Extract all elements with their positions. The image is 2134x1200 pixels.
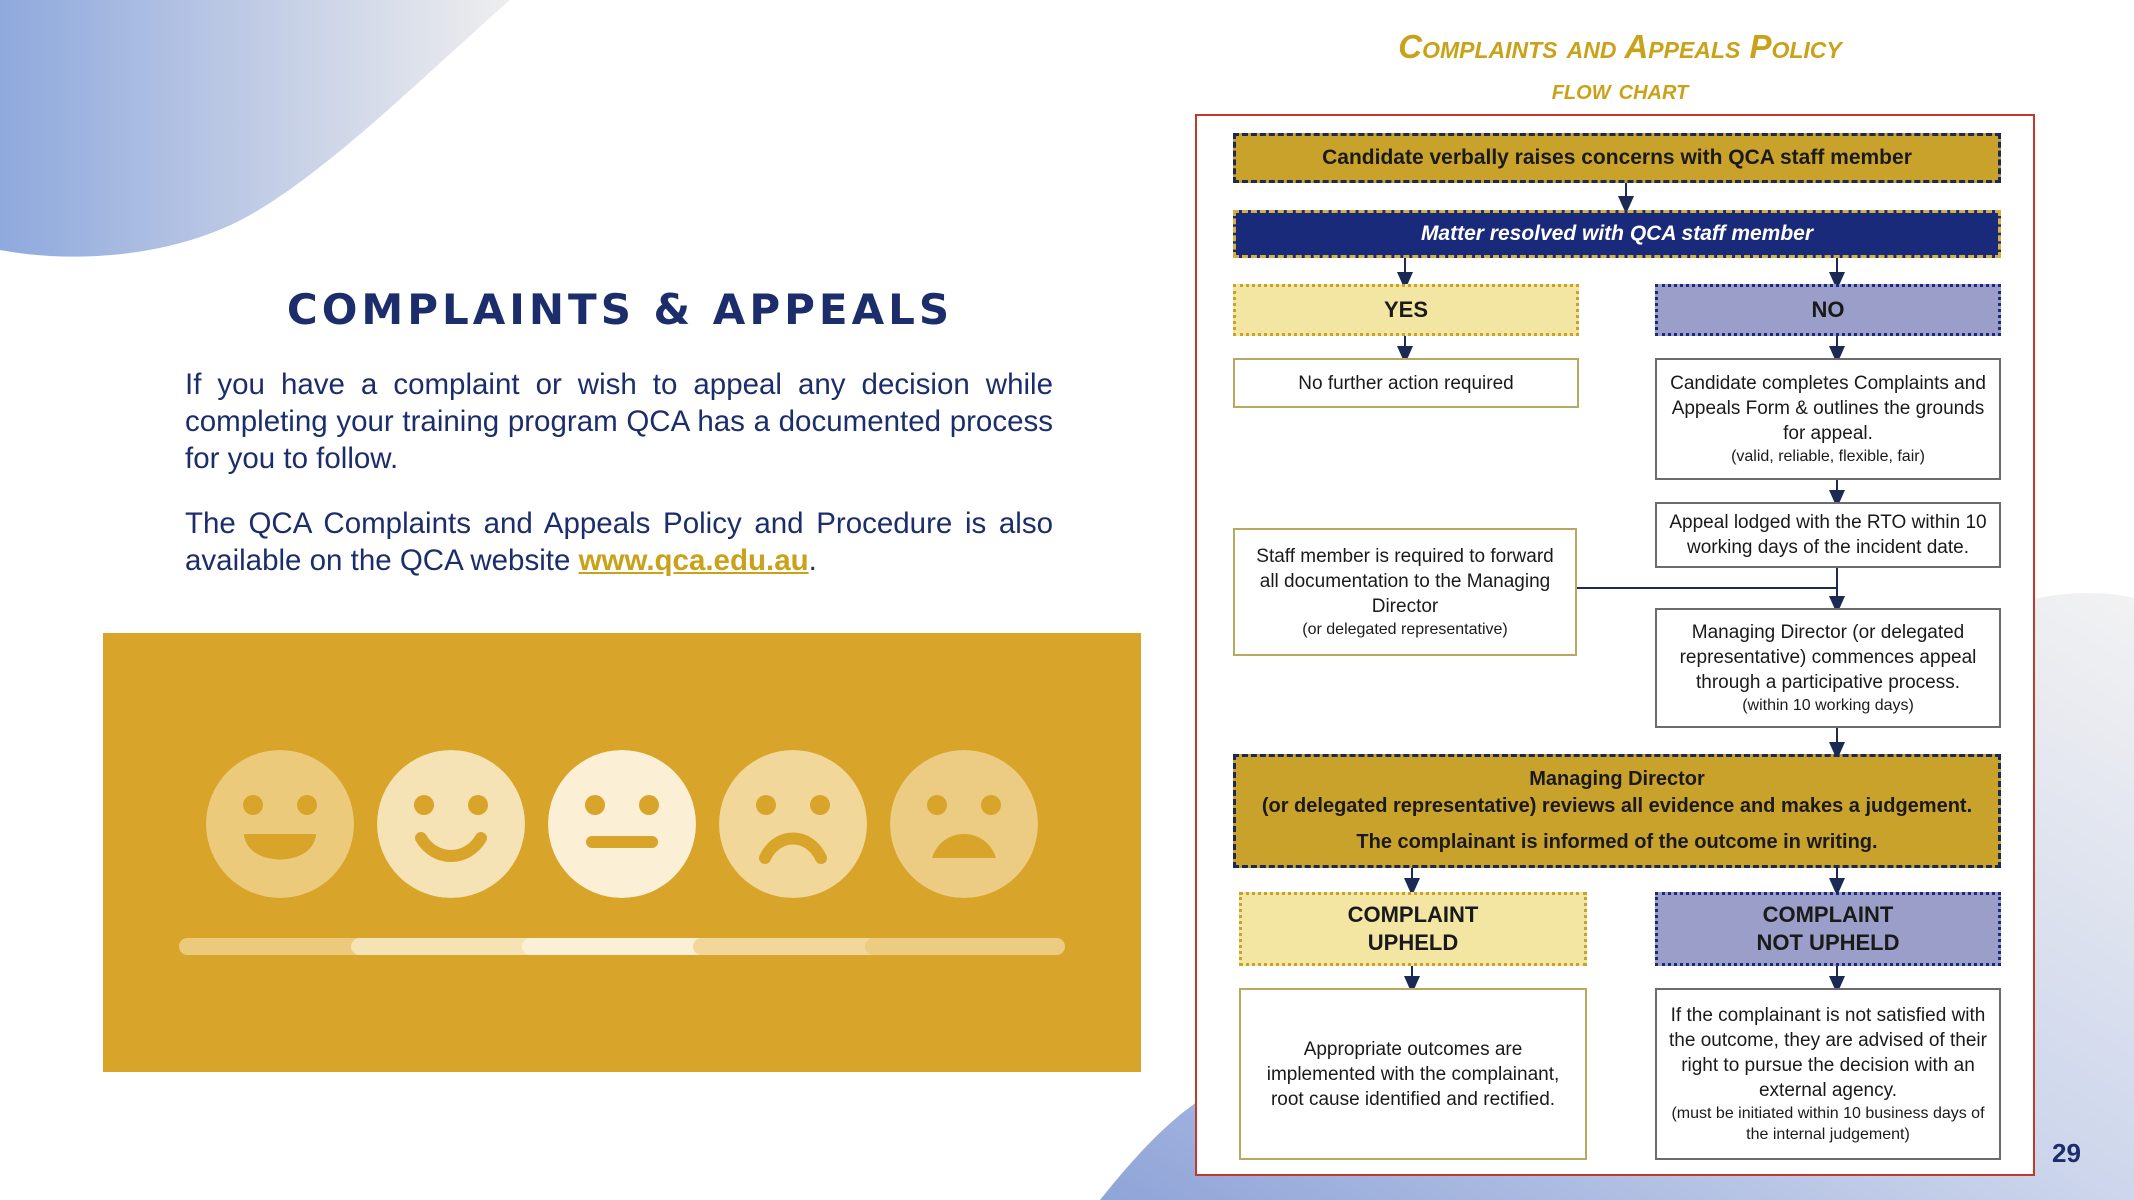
staff-forward-text: Staff member is required to forward all documentation to the Managing Director: [1256, 546, 1554, 617]
complaint-upheld: [1239, 892, 1587, 966]
no-complete-form-note: (valid, reliable, flexible, fair): [1731, 448, 1925, 465]
intro-paragraph: If you have a complaint or wish to appeal any decision while completing your training program QCA has a documented process for you to follow.: [185, 368, 1053, 475]
neutral-face-icon: [548, 750, 696, 898]
smiling-face-icon: [377, 750, 525, 898]
md-commences-text: Managing Director (or delegated representative) commences appeal through a participative process.: [1679, 622, 1977, 693]
staff-forward-note: (or delegated representative): [1302, 621, 1508, 638]
feedback-image-panel: [103, 633, 1141, 1072]
no-branch: NO: [1655, 284, 2001, 336]
complaint-not-upheld: [1655, 892, 2001, 966]
page-number: 29: [2052, 1138, 2081, 1168]
not-upheld-outcome-text: If the complainant is not satisfied with the outcome, they are advised of their right to pursue the decision with an external agency.: [1669, 1005, 1987, 1101]
rating-segment: [522, 938, 722, 955]
staff-forward-documentation: [1233, 528, 1577, 656]
complaint-not-upheld-line-2: NOT UPHELD: [1756, 930, 1900, 955]
md-review-judgement: [1233, 754, 2001, 868]
upheld-outcome: Appropriate outcomes are implemented with the complainant, root cause identified and rectified.: [1239, 988, 1587, 1160]
md-review-line-1: Managing Director: [1529, 768, 1705, 790]
step-raise-concern: Candidate verbally raises concerns with QCA staff member: [1233, 133, 2001, 183]
step-matter-resolved: Matter resolved with QCA staff member: [1233, 210, 2001, 258]
policy-paragraph-text: The QCA Complaints and Appeals Policy and Procedure is also available on the QCA website: [185, 507, 1053, 577]
complaint-not-upheld-line-1: COMPLAINT: [1762, 902, 1894, 927]
not-upheld-outcome-note: (must be initiated within 10 business days of the internal judgement): [1671, 1105, 1985, 1143]
no-complete-form-text: Candidate completes Complaints and Appeals Form & outlines the grounds for appeal.: [1670, 373, 1986, 444]
policy-paragraph: [185, 505, 1053, 579]
not-upheld-outcome: [1655, 988, 2001, 1160]
md-review-line-2: (or delegated representative) reviews all evidence and makes a judgement.: [1261, 795, 1973, 817]
no-complete-form: [1655, 358, 2001, 480]
qca-website-link[interactable]: www.qca.edu.au: [578, 544, 809, 577]
rating-segment: [865, 938, 1065, 955]
corner-swoosh-top-left: [0, 0, 510, 257]
rating-segment: [693, 938, 893, 955]
md-review-line-3: The complainant is informed of the outcome in writing.: [1356, 831, 1878, 853]
flowchart-title: Complaints and Appeals Policy: [1398, 28, 1842, 65]
rating-track: [179, 938, 1065, 955]
rating-segment: [179, 938, 379, 955]
md-commences-appeal: [1655, 608, 2001, 728]
policy-paragraph-end: .: [808, 544, 817, 577]
frowning-face-icon: [719, 750, 867, 898]
grinning-face-icon: [206, 750, 354, 898]
flowchart-subtitle: flow chart: [1551, 74, 1689, 106]
yes-no-further-action: No further action required: [1233, 358, 1579, 408]
complaint-upheld-line-2: UPHELD: [1367, 930, 1459, 955]
yes-branch: YES: [1233, 284, 1579, 336]
sad-face-icon: [890, 750, 1038, 898]
appeal-lodged: Appeal lodged with the RTO within 10 working days of the incident date.: [1655, 502, 2001, 568]
complaint-upheld-line-1: COMPLAINT: [1347, 902, 1479, 927]
flowchart-frame: [1195, 114, 2035, 1176]
rating-segment: [351, 938, 551, 955]
page-title: COMPLAINTS & APPEALS: [286, 285, 954, 334]
md-commences-note: (within 10 working days): [1742, 697, 1914, 714]
